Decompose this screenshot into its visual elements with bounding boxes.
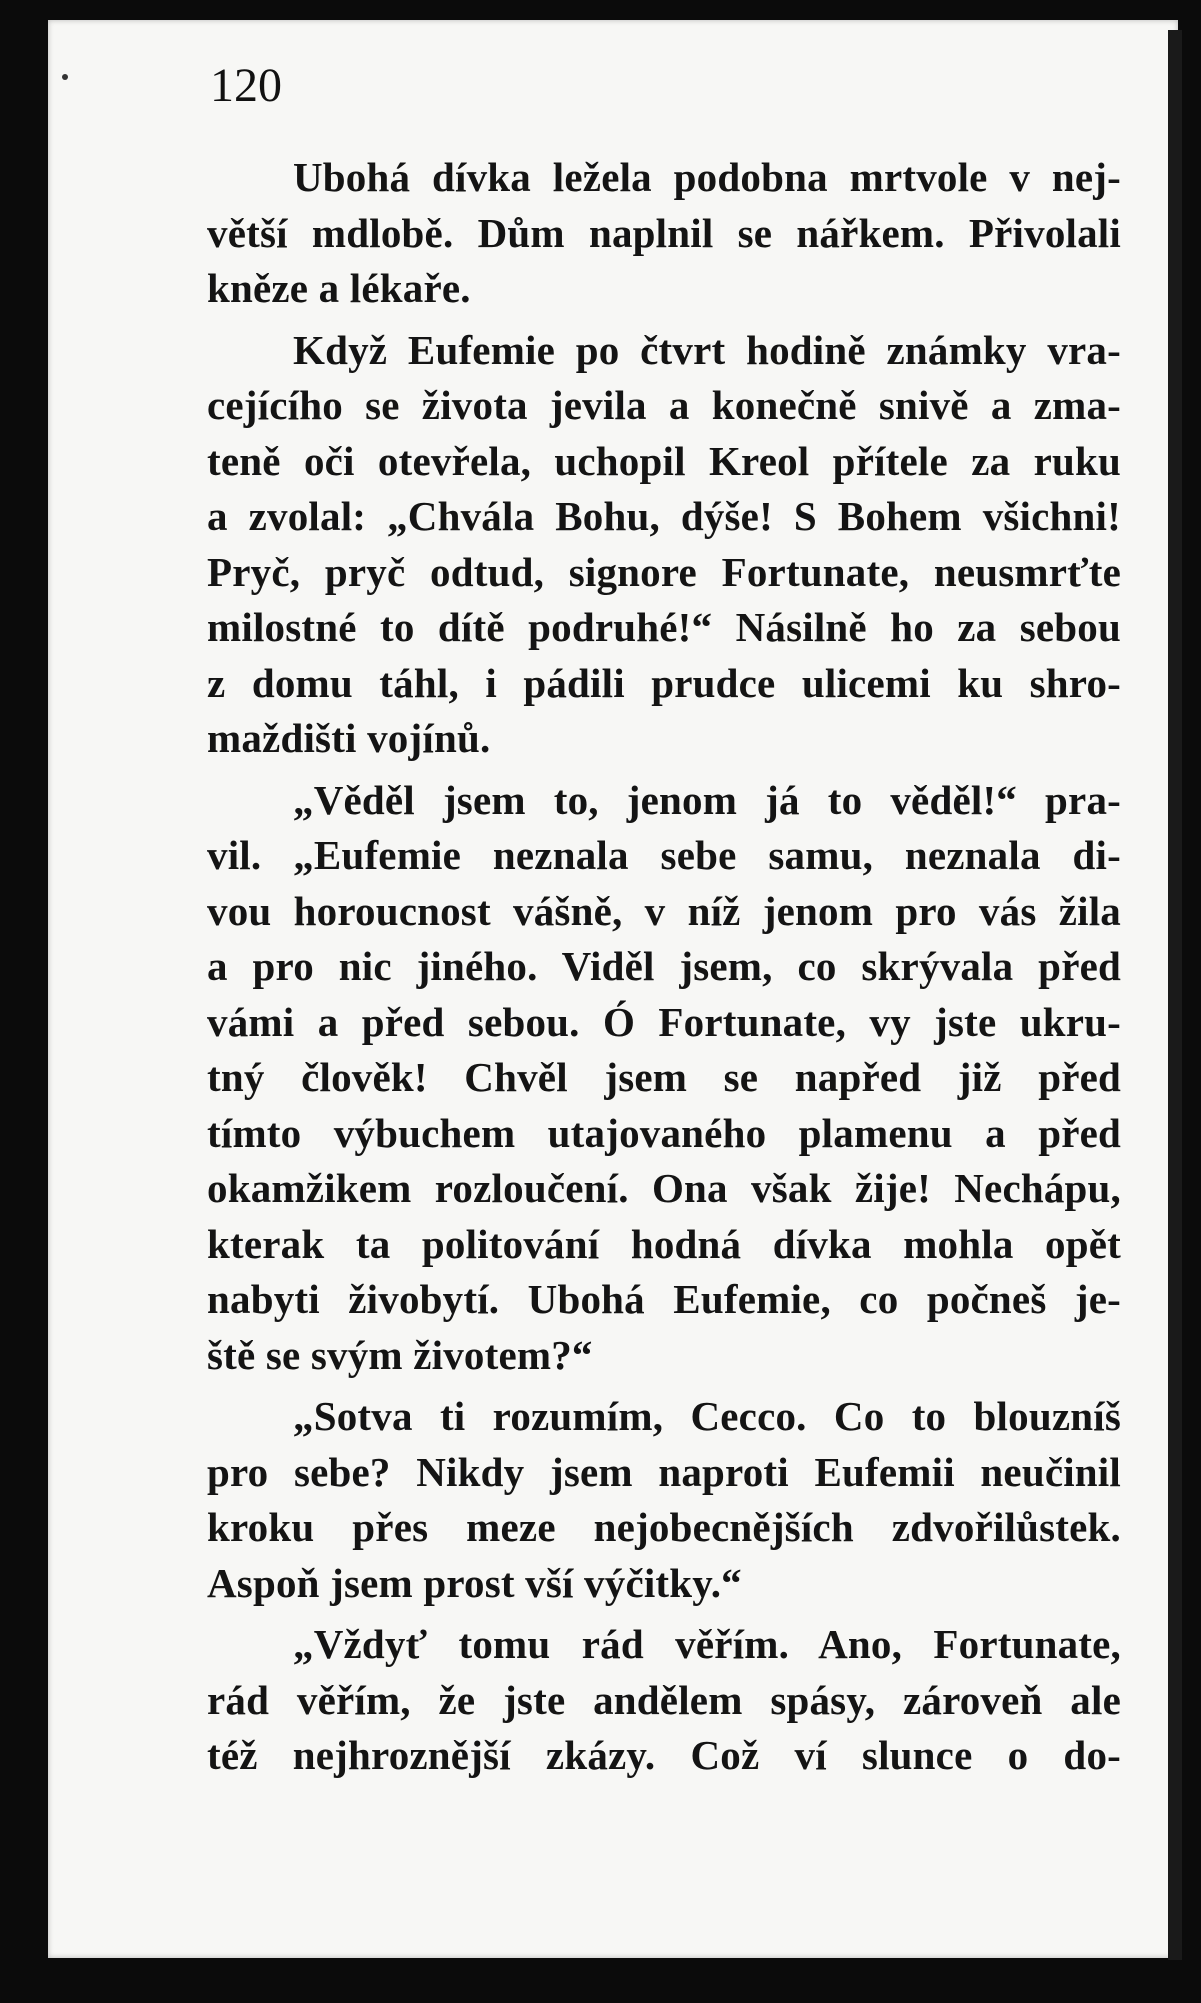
text-line: tný člověk! Chvěl jsem se napřed již před [207, 1054, 1121, 1100]
text-line: maždišti vojínů. [207, 715, 491, 761]
text-line: vil. „Eufemie neznala sebe samu, neznala di- [207, 832, 1121, 878]
text-line: teně oči otevřela, uchopil Kreol přítele za ruku [207, 437, 1121, 484]
text-line: pro sebe? Nikdy jsem naproti Eufemii neučinil [207, 1448, 1121, 1495]
paragraph-4 [207, 1389, 1121, 1611]
text-line: „Věděl jsem to, jenom já to věděl!“ pra- [293, 776, 1121, 823]
text-line: kterak ta politování hodná dívka mohla opět [207, 1220, 1121, 1267]
page-edge-shadow [1168, 30, 1182, 1960]
paragraph-3 [207, 773, 1121, 1384]
text-line: a zvolal: „Chvála Bohu, dýše! S Bohem všichni! [207, 493, 1121, 539]
text-line: ště se svým životem?“ [207, 1331, 593, 1378]
text-line: kněze a lékaře. [207, 265, 471, 311]
page-text-body [207, 150, 1121, 1790]
text-line: Když Eufemie po čtvrt hodině známky vra- [293, 326, 1121, 373]
text-line: tímto výbuchem utajovaného plamenu a před [207, 1109, 1121, 1156]
text-line: vámi a před sebou. Ó Fortunate, vy jste ukru- [207, 998, 1121, 1045]
text-line: nabyti živobytí. Ubohá Eufemie, co počneš je- [207, 1276, 1121, 1322]
text-line: rád věřím, že jste andělem spásy, zároveň ale [207, 1676, 1121, 1723]
text-line: milostné to dítě podruhé!“ Násilně ho za sebou [207, 604, 1121, 650]
text-line: „Vždyť tomu rád věřím. Ano, Fortunate, [293, 1621, 1121, 1667]
text-line: Pryč, pryč odtud, signore Fortunate, neusmrťte [207, 548, 1121, 595]
paragraph-2 [207, 323, 1121, 767]
paragraph-5 [207, 1617, 1121, 1784]
page-number: 120 [210, 59, 282, 112]
text-line: z domu táhl, i pádili prudce ulicemi ku shro- [207, 659, 1121, 706]
text-line: kroku přes meze nejobecnějších zdvořilůstek. [207, 1504, 1121, 1550]
text-line: Aspoň jsem prost vší výčitky.“ [207, 1559, 742, 1606]
paragraph-1 [207, 150, 1121, 317]
text-line: vou horoucnost vášně, v níž jenom pro vás žila [207, 887, 1121, 934]
text-line: „Sotva ti rozumím, Cecco. Co to blouzníš [293, 1393, 1121, 1439]
text-line: a pro nic jiného. Viděl jsem, co skrývala před [207, 943, 1121, 989]
text-line: větší mdlobě. Dům naplnil se nářkem. Přivolali [207, 209, 1121, 256]
text-line: cejícího se života jevila a konečně snivě a zma- [207, 382, 1121, 428]
text-line: Ubohá dívka ležela podobna mrtvole v nej- [293, 154, 1121, 200]
text-line: okamžikem rozloučení. Ona však žije! Nechápu, [207, 1165, 1121, 1211]
scan-speck [62, 74, 68, 80]
text-line: též nejhroznější zkázy. Což ví slunce o do- [207, 1732, 1121, 1778]
